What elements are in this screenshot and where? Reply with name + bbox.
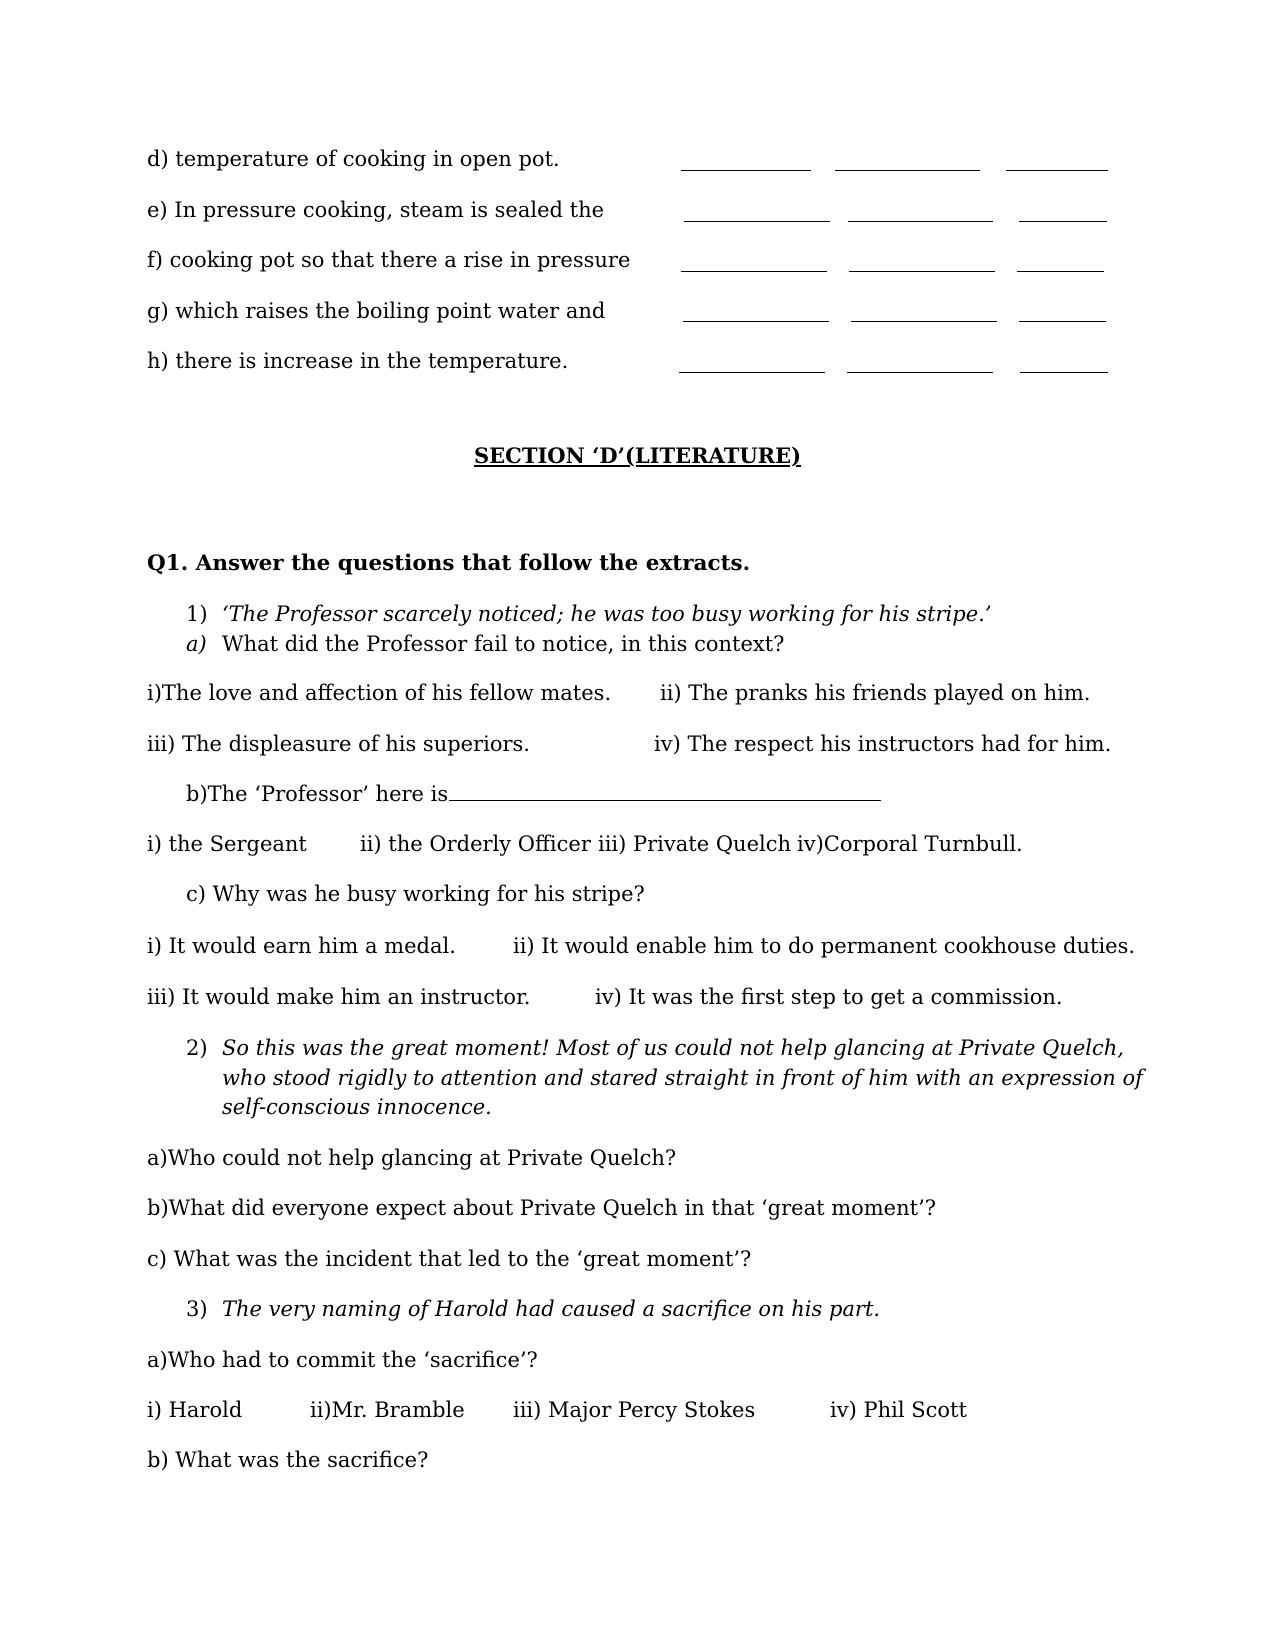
sub-question: What did the Professor fail to notice, in this context? [222,632,785,656]
option: iv) It was the first step to get a commission. [595,985,1063,1009]
option: iii) Major Percy Stokes [513,1398,756,1422]
extract-number: 2) [186,1036,208,1060]
answer-blank[interactable] [679,372,825,373]
answer-blank[interactable] [1017,271,1104,272]
option: iv) The respect his instructors had for him. [654,732,1112,756]
answer-blank[interactable] [835,170,980,171]
fill-row-f: f) cooking pot so that there a rise in pressure [147,248,631,272]
answer-blank[interactable] [684,221,830,222]
option: i) the Sergeant [147,832,307,856]
answer-blank[interactable] [851,321,997,322]
option: ii) The pranks his friends played on him. [660,681,1091,705]
sub-question: b)What did everyone expect about Private Quelch in that ‘great moment’? [147,1196,936,1220]
answer-blank[interactable] [681,170,811,171]
section-heading: SECTION ‘D’(LITERATURE) [473,443,802,468]
option: i)The love and affection of his fellow mates. [147,681,612,705]
extract-quote: The very naming of Harold had caused a sacrifice on his part. [222,1297,881,1321]
fill-row-d: d) temperature of cooking in open pot. [147,147,560,171]
extract-number: 1) [186,602,208,626]
answer-blank[interactable] [848,221,993,222]
sub-question-label: a) [186,632,207,656]
sub-question [186,780,881,808]
extract-text-line: So this was the great moment! Most of us could not help glancing at Private Quelch, [222,1036,1124,1060]
option: i) It would earn him a medal. [147,934,456,958]
answer-blank[interactable] [1020,372,1108,373]
answer-blank[interactable] [681,271,827,272]
extract-quote: ‘The Professor scarcely noticed; he was too busy working for his stripe.’ [222,602,992,626]
extract-text-line: self-conscious innocence. [222,1095,492,1119]
fill-row-e: e) In pressure cooking, steam is sealed the [147,198,605,222]
sub-question: c) Why was he busy working for his stripe? [186,882,645,906]
option: i) Harold [147,1398,243,1422]
option: ii) It would enable him to do permanent cookhouse duties. [513,934,1136,958]
answer-blank[interactable] [1019,221,1107,222]
answer-blank[interactable] [683,321,829,322]
fill-row-g: g) which raises the boiling point water and [147,299,606,323]
fill-row-h: h) there is increase in the temperature. [147,349,569,373]
option: iii) It would make him an instructor. [147,985,531,1009]
option: ii)Mr. Bramble [310,1398,465,1422]
sub-question: c) What was the incident that led to the ‘great moment’? [147,1247,752,1271]
sub-question: b) What was the sacrifice? [147,1448,429,1472]
question-title: Q1. Answer the questions that follow the extracts. [147,551,751,576]
option: iii) Private Quelch [598,832,791,856]
sub-question: a)Who had to commit the ‘sacrifice’? [147,1348,538,1372]
sub-question-text: b)The ‘Professor’ here is [186,782,449,806]
answer-blank[interactable] [849,271,995,272]
option: iv)Corporal Turnbull. [797,832,1023,856]
answer-blank[interactable] [1006,170,1108,171]
option: iv) Phil Scott [830,1398,967,1422]
answer-blank[interactable] [449,780,881,801]
sub-question: a)Who could not help glancing at Private Quelch? [147,1146,677,1170]
answer-blank[interactable] [1019,321,1106,322]
extract-number: 3) [186,1297,208,1321]
option: ii) the Orderly Officer [360,832,591,856]
extract-text-line: who stood rigidly to attention and stared straight in front of him with an expression of [222,1066,1143,1090]
answer-blank[interactable] [847,372,993,373]
option: iii) The displeasure of his superiors. [147,732,530,756]
